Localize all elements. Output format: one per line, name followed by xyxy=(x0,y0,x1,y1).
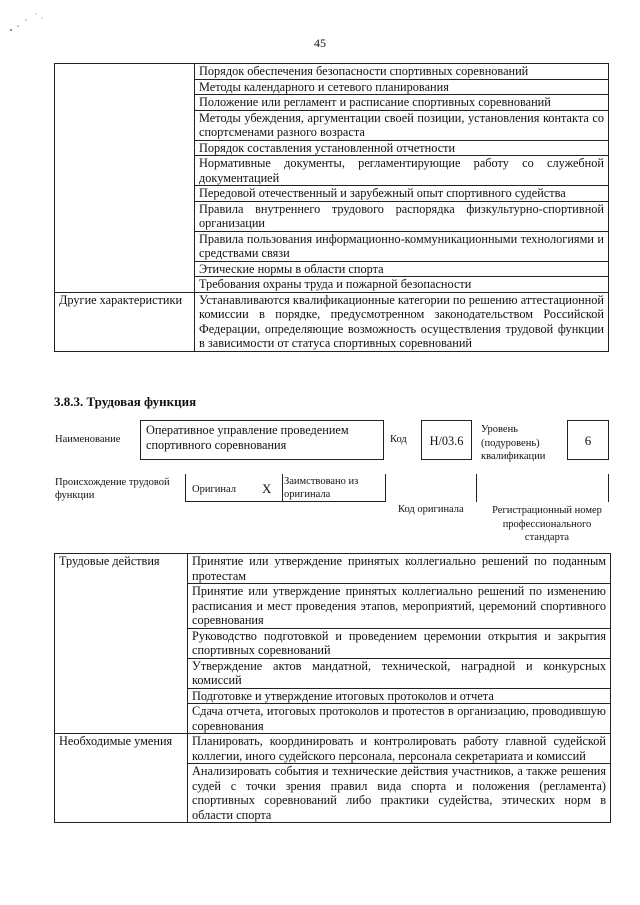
labor-action-item: Принятие или утверждение принятых коллегиально решений по изменению расписания и мест проведения этапов, мероприятий, церемоний спортивного соревнования xyxy=(188,584,611,629)
labor-action-item: Принятие или утверждение принятых коллегиально решений по поданным протестам xyxy=(188,554,611,584)
table-cell: Передовой отечественный и зарубежный опыт спортивного судейства xyxy=(195,186,609,202)
origin-divider xyxy=(185,501,385,502)
labor-action-item: Руководство подготовкой и проведением церемонии открытия и закрытия спортивных соревнований xyxy=(188,628,611,658)
table-cell: Требования охраны труда и пожарной безопасности xyxy=(195,277,609,293)
level-label: Уровень (подуровень) квалификации xyxy=(481,424,546,462)
table-row xyxy=(55,734,611,764)
labor-action-item: Подготовке и утверждение итоговых протоколов и отчета xyxy=(188,688,611,704)
requirements-table xyxy=(54,63,609,352)
labor-actions-label: Трудовые действия xyxy=(55,554,188,734)
labor-function-table xyxy=(54,553,611,823)
code-label: Код xyxy=(390,434,407,445)
original-label: Оригинал xyxy=(192,484,236,495)
origin-grid xyxy=(185,474,609,502)
borrowed-label: Заимствовано из оригинала xyxy=(284,476,359,500)
table-cell: Методы календарного и сетевого планирования xyxy=(195,79,609,95)
table-cell: Порядок составления установленной отчетности xyxy=(195,140,609,156)
table-cell: Порядок обеспечения безопасности спортивных соревнований xyxy=(195,64,609,80)
level-value: 6 xyxy=(567,420,609,460)
section-title: 3.8.3. Трудовая функция xyxy=(54,394,197,409)
name-label: Наименование xyxy=(55,434,121,445)
table-cell: Нормативные документы, регламентирующие работу со служебной документацией xyxy=(195,156,609,186)
table-row xyxy=(55,292,609,351)
skills-label: Необходимые умения xyxy=(55,734,188,823)
labor-action-item: Утверждение актов мандатной, технической, наградной и конкурсных комиссий xyxy=(188,658,611,688)
table-row xyxy=(55,64,609,80)
table-cell: Этические нормы в области спорта xyxy=(195,261,609,277)
table-cell: Методы убеждения, аргументации своей позиции, установления контакта со спортсменами разного возраста xyxy=(195,110,609,140)
name-value: Оперативное управление проведением спортивного соревнования xyxy=(140,420,384,460)
reg-number-cell xyxy=(476,474,609,502)
origin-label: Происхождение трудовой функции xyxy=(55,477,170,501)
code-value: H/03.6 xyxy=(421,420,472,460)
original-mark: X xyxy=(262,481,272,496)
table-row xyxy=(55,554,611,584)
scan-artifact xyxy=(6,8,46,38)
skill-item: Анализировать события и технические действия участников, а также решения судей с точки зрения правил вида спорта и положения (регламента) спортивных соревнований либо практики судейства, этических норм в области спорта xyxy=(188,764,611,823)
table-cell-left-empty xyxy=(55,64,195,293)
table-cell: Правила пользования информационно-коммуникационными технологиями и средствами связи xyxy=(195,231,609,261)
table-cell: Правила внутреннего трудового распорядка физкультурно-спортивной организации xyxy=(195,201,609,231)
skill-item: Планировать, координировать и контролировать работу главной судейской коллегии, иного судейского персонала, персонала секретариата и комиссий xyxy=(188,734,611,764)
table-cell: Положение или регламент и расписание спортивных соревнований xyxy=(195,95,609,111)
other-characteristics-text: Устанавливаются квалификационные категории по решению аттестационной комиссии в порядке, предусмотренном законодательством Российской Федерации, определяющие возможность осуществления трудовой функции в зависимости от статуса спортивных соревнований xyxy=(195,292,609,351)
code-original-cell xyxy=(385,474,476,502)
page-number: 45 xyxy=(314,36,326,50)
reg-number-label: Регистрационный номер профессионального стандарта xyxy=(492,505,602,543)
code-original-label: Код оригинала xyxy=(398,504,464,515)
other-characteristics-label: Другие характеристики xyxy=(55,292,195,351)
labor-action-item: Сдача отчета, итоговых протоколов и протестов в организацию, проводившую соревнования xyxy=(188,704,611,734)
